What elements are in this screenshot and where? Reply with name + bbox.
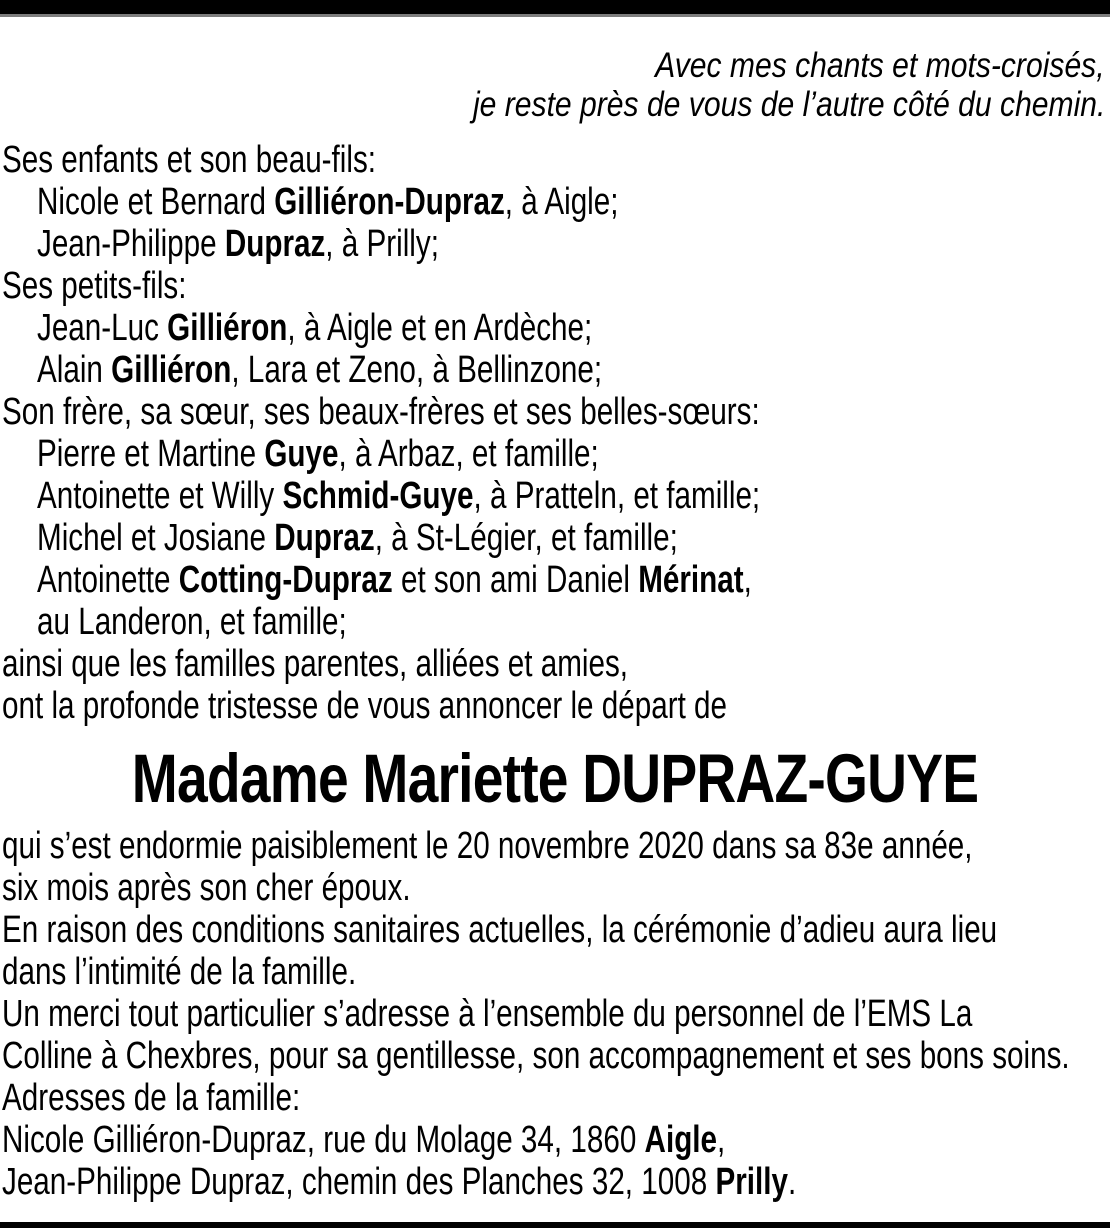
epigraph-line: Avec mes chants et mots-croisés, [655,46,1105,85]
notice-line: Un merci tout particulier s’adresse à l’ensemble du personnel de l’EMS La [2,993,973,1035]
notice-line: En raison des conditions sanitaires actuelles, la cérémonie d’adieu aura lieu [2,909,998,951]
notice-line: qui s’est endormie paisiblement le 20 novembre 2020 dans sa 83e année, [2,825,973,867]
notice-line: Adresses de la famille: [2,1077,301,1119]
notice-line: Son frère, sa sœur, ses beaux-frères et ses belles-sœurs: [2,391,760,433]
deceased-name [0,741,1110,817]
notice-line: Antoinette et Willy Schmid-Guye, à Pratteln, et famille; [37,475,761,517]
notice-line: au Landeron, et famille; [37,601,347,643]
notice-line: Nicole et Bernard Gilliéron-Dupraz, à Aigle; [37,181,619,223]
notice-line: Ses petits-fils: [2,265,187,307]
notice-line: Jean-Philippe Dupraz, chemin des Planches 32, 1008 Prilly. [2,1161,797,1203]
epigraph-line: je reste près de vous de l’autre côté du chemin. [472,85,1105,124]
notice-line: Michel et Josiane Dupraz, à St-Légier, et famille; [37,517,678,559]
notice-line: Ses enfants et son beau-fils: [2,139,377,181]
notice-line: Jean-Philippe Dupraz, à Prilly; [37,223,439,265]
notice-line: Jean-Luc Gilliéron, à Aigle et en Ardèche; [37,307,593,349]
notice-line: dans l’intimité de la famille. [2,951,357,993]
deceased-name-text: Madame Mariette DUPRAZ-GUYE [131,740,979,817]
notice-line: six mois après son cher époux. [2,867,411,909]
notice-line: ont la profonde tristesse de vous annoncer le départ de [2,685,728,727]
notice-line: ainsi que les familles parentes, alliées et amies, [2,643,629,685]
family-list [0,139,1110,727]
bottom-border-rule [0,1222,1110,1228]
announcement-text [0,825,1110,1203]
death-notice [0,46,1110,1203]
epigraph [0,46,1110,124]
notice-line: Alain Gilliéron, Lara et Zeno, à Bellinzone; [37,349,603,391]
notice-line: Nicole Gilliéron-Dupraz, rue du Molage 34, 1860 Aigle, [2,1119,726,1161]
notice-line: Colline à Chexbres, pour sa gentillesse, son accompagnement et ses bons soins. [2,1035,1070,1077]
notice-line: Pierre et Martine Guye, à Arbaz, et famille; [37,433,599,475]
top-border-rule [0,0,1110,17]
notice-line: Antoinette Cotting-Dupraz et son ami Daniel Mérinat, [37,559,752,601]
